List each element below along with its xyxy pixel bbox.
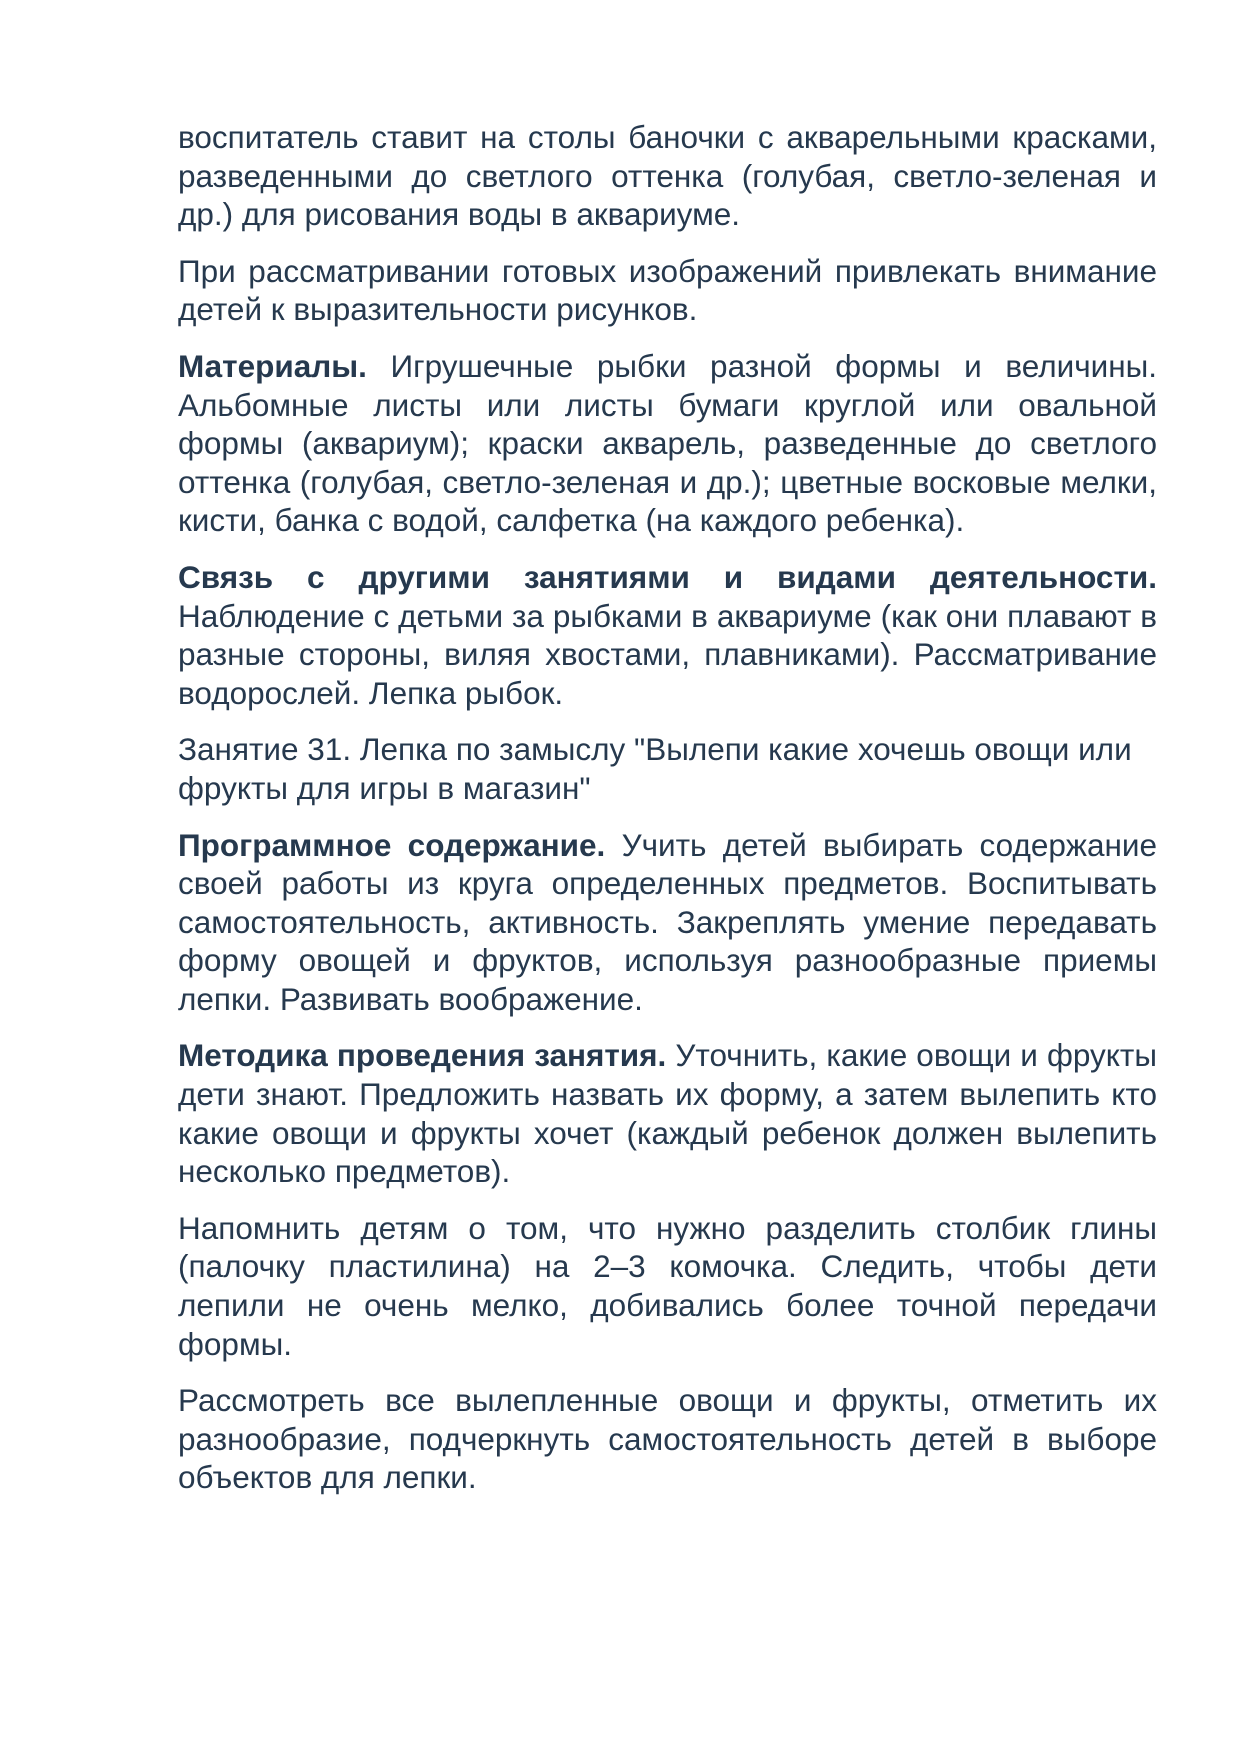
document-body	[178, 118, 1157, 1515]
paragraph-heading: Методика проведения занятия.	[178, 1037, 667, 1074]
paragraph-connections	[178, 558, 1157, 712]
paragraph-program-content	[178, 826, 1157, 1019]
paragraph-methodology	[178, 1036, 1157, 1190]
paragraph-text: Занятие 31. Лепка по замыслу "Вылепи какие хочешь овощи или фрукты для игры в магазин"	[178, 731, 1132, 806]
paragraph-viewing-results	[178, 252, 1157, 329]
lesson-title	[178, 730, 1157, 807]
paragraph-watercolor-setup	[178, 118, 1157, 234]
paragraph-text: Наблюдение с детьми за рыбками в аквариуме (как они плавают в разные стороны, виляя хвостами, плавниками). Рассматривание водорослей. Лепка рыбок.	[178, 597, 1157, 711]
paragraph-review	[178, 1381, 1157, 1497]
paragraph-heading: Программное содержание.	[178, 826, 606, 863]
paragraph-materials	[178, 347, 1157, 540]
paragraph-text: Учить детей выбирать содержание своей работы из круга определенных предметов. Воспитывать самостоятельность, активность. Закреплять умение передавать форму овощей и фруктов, используя разнообразные приемы лепки. Развивать воображение.	[178, 826, 1157, 1017]
paragraph-text: Рассмотреть все вылепленные овощи и фрукты, отметить их разнообразие, подчеркнуть самостоятельность детей в выборе объектов для лепки.	[178, 1382, 1157, 1496]
paragraph-text: Напомнить детям о том, что нужно разделить столбик глины (палочку пластилина) на 2–3 комочка. Следить, чтобы дети лепили не очень мелко, добивались более точной передачи формы.	[178, 1209, 1157, 1362]
paragraph-heading: Материалы.	[178, 347, 367, 384]
paragraph-text: Уточнить, какие овощи и фрукты дети знают. Предложить назвать их форму, а затем вылепить кто какие овощи и фрукты хочет (каждый ребенок должен вылепить несколько предметов).	[178, 1037, 1157, 1190]
paragraph-text: Игрушечные рыбки разной формы и величины. Альбомные листы или листы бумаги круглой или овальной формы (аквариум); краски акварель, разведенные до светлого оттенка (голубая, светло-зеленая и др.); цветные восковые мелки, кисти, банка с водой, салфетка (на каждого ребенка).	[178, 347, 1157, 539]
paragraph-reminder	[178, 1209, 1157, 1363]
paragraph-text: При рассматривании готовых изображений привлекать внимание детей к выразительности рисунков.	[178, 252, 1157, 328]
paragraph-heading: Связь с другими занятиями и видами деятельности.	[178, 558, 1157, 595]
paragraph-text: воспитатель ставит на столы баночки с акварельными красками, разведенными до светлого оттенка (голубая, светло-зеленая и др.) для рисования воды в аквариуме.	[178, 119, 1157, 233]
